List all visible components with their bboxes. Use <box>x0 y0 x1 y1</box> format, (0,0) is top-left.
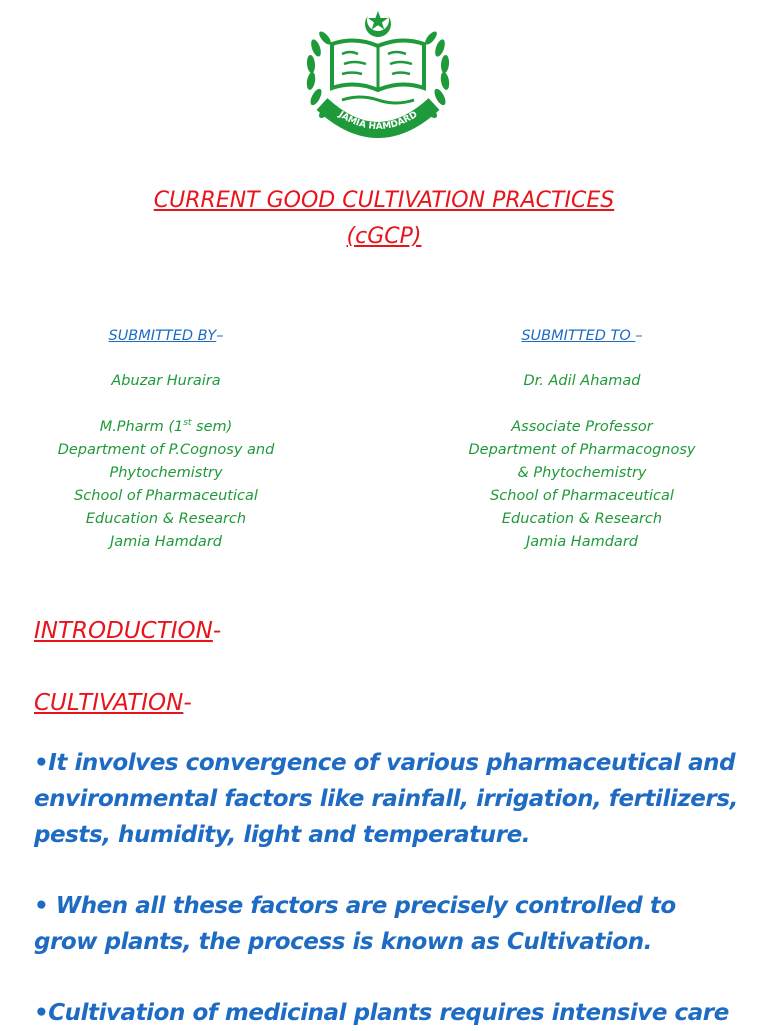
star-crescent-icon <box>365 9 391 37</box>
supervisor-affiliation-line: Jamia Hamdard <box>526 534 638 550</box>
bullet-paragraph: • When all these factors are precisely controlled to grow plants, the process is known as Cultivation. <box>34 893 676 955</box>
student-affiliation-line: School of Pharmaceutical <box>74 488 258 504</box>
student-affiliation-line: Phytochemistry <box>109 465 223 481</box>
supervisor-affiliation-line: Department of Pharmacognosy <box>468 442 696 458</box>
student-affiliation-line: Education & Research <box>85 511 247 527</box>
document-title-line2: (cGCP) <box>346 224 422 249</box>
supervisor-affiliation-line: Education & Research <box>501 511 663 527</box>
bullet-paragraph: •It involves convergence of various pharmaceutical and environmental factors like rainfall, irrigation, fertilizers, pests, humidity, light and temperature. <box>34 750 738 848</box>
submitted-by-column <box>16 325 316 554</box>
jamia-hamdard-logo <box>298 8 458 140</box>
introduction-heading: INTRODUCTION- <box>34 618 222 644</box>
bullet-paragraph: •Cultivation of medicinal plants requires intensive care <box>34 1000 729 1026</box>
open-book-icon <box>332 40 424 90</box>
student-affiliation-line: Jamia Hamdard <box>110 534 222 550</box>
supervisor-affiliation-line: School of Pharmaceutical <box>490 488 674 504</box>
supervisor-affiliation-line: Associate Professor <box>511 419 653 435</box>
supervisor-name: Dr. Adil Ahamad <box>523 373 641 389</box>
student-name: Abuzar Huraira <box>111 373 221 389</box>
submitted-to-heading: SUBMITTED TO – <box>521 328 643 344</box>
supervisor-affiliation-line: & Phytochemistry <box>517 465 647 481</box>
logo-ring-text: JAMIA HAMDARD <box>336 109 420 133</box>
student-affiliation-line: Department of P.Cognosy and <box>57 442 275 458</box>
submitted-by-heading: SUBMITTED BY– <box>108 328 224 344</box>
submitted-to-column <box>432 325 732 554</box>
student-degree: M.Pharm (1st sem) <box>99 418 233 435</box>
document-title-line1: CURRENT GOOD CULTIVATION PRACTICES <box>153 188 615 213</box>
logo-emblem-icon <box>298 8 458 140</box>
cultivation-heading: CULTIVATION- <box>34 690 192 716</box>
